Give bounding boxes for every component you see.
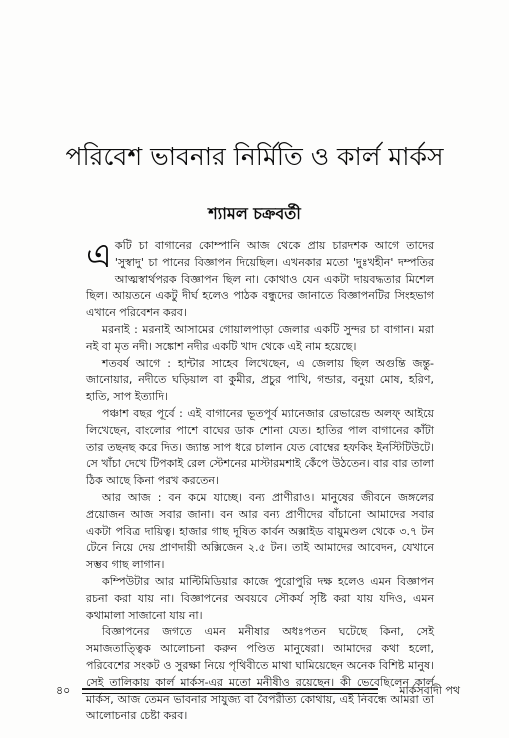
paragraph-intro	[86, 238, 434, 322]
page-footer	[56, 680, 460, 700]
paragraph-advertising-world: বিজ্ঞাপনের জগতে এমন মনীষার অধঃপতন ঘটেছে কিনা, সেই সমাজতাত্ত্বিক আলোচনা করুন পণ্ডিত মানুষেরা। আমাদের কথা হলো, পরিবেশের সংকট ও সুরক্ষা নিয়ে পৃথিবীতে মাথা ঘামিয়েছেন অনেক বিশিষ্ট মানুষ। সেই তালিকায় কার্ল মার্কস-এর মতো মনীষীও রয়েছেন। কী ভেবেছিলেন কার্ল মার্কস, আজ তেমন ভাবনার সাযুজ্য বা বৈপরীত্য কোথায়, এই নিবন্ধে আমরা তা আলোচনার চেষ্টা করব।	[86, 625, 434, 723]
drop-cap: এ	[86, 236, 112, 276]
paragraph-century-ago: শতবর্ষ আগে : হান্টার সাহেব লিখেছেন, এ জেলায় ছিল অগুন্তি জন্তু-জানোয়ার, নদীতে ঘড়িয়াল বা কুমীর, প্রচুর পাখি, গন্ডার, বনুয়া মোষ, হরিণ, হাতি, সাপ ইত্যাদি।	[86, 356, 434, 404]
article-author: শ্যামল চক্রবর্তী	[208, 204, 301, 223]
paragraph-mornai: মরনাই : মরনাই আসামের গোয়ালপাড়া জেলার একটি সুন্দর চা বাগান। মরা নই বা মৃত নদী। সঙ্কোশ নদীর একটি খাদ থেকে এই নাম হয়েছে।	[86, 322, 434, 353]
paragraph-fifty-years-ago: পঞ্চাশ বছর পূর্বে : এই বাগানের ভূতপূর্ব ম্যানেজার রেভারেন্ড অলফ্ আইয়ে লিখেছেন, বাংলোর পাশে বাঘের ডাক শোনা যেত। হাতির পাল বাগানের কাঁটা তার তছনছ করে দিত। জ্যান্ত সাপ ধরে চালান যেত বোম্বের হফকিং ইনস্টিটিউটে। সে খাঁচা দেখে টিপকাই রেল স্টেশনের মাস্টারমশাই কেঁপে উঠতেন। বার বার তালা ঠিক আছে কিনা পরখ করতেন।	[86, 406, 434, 488]
paragraph-intro-text: কটি চা বাগানের কোম্পানি আজ থেকে প্রায় চারদশক আগে তাদের 'সুস্বাদু' চা পানের বিজ্ঞাপন দিয়েছিল। এখনকার মতো 'দুঃখহীন' দম্পতির আত্মস্বার্থপরক বিজ্ঞাপন ছিল না। কোথাও যেন একটা দায়বদ্ধতার মিশেল ছিল। আয়তনে একটু দীর্ঘ হলেও পাঠক বন্ধুদের জানাতে বিজ্ঞাপনটির সিংহভাগ এখানে পরিবেশন করব।	[86, 239, 434, 320]
journal-name: মার্কসবাদী পথ	[399, 684, 460, 697]
paragraph-today: আর আজ : বন কমে যাচ্ছে। বন্য প্রাণীরাও। মানুষের জীবনে জঙ্গলের প্রয়োজন আজ সবার জানা। বন আর বন্য প্রাণীদের বাঁচানো আমাদের সবার একটা পবিত্র দায়িত্ব। হাজার গাছ দূষিত কার্বন অক্সাইড বায়ুমণ্ডল থেকে ৩.৭ টন টেনে নিয়ে দেয় প্রাণদায়ী অক্সিজেন ২.৫ টন। তাই আমাদের আবেদন, যেখানে সম্ভব গাছ লাগান।	[86, 490, 434, 572]
page-number: ৪০	[56, 684, 71, 697]
article-title: পরিবেশ ভাবনার নির্মিতি ও কার্ল মার্কস	[65, 142, 444, 171]
paragraph-computer: কম্পিউটার আর মাল্টিমিডিয়ার কাজে পুরোপুরি দক্ষ হলেও এমন বিজ্ঞাপন রচনা করা যায় না। বিজ্ঞাপনের অবয়বে সৌকর্য সৃষ্টি করা যায় যদিও, এমন কথামালা সাজানো যায় না।	[86, 574, 434, 622]
footer-rule	[82, 688, 378, 694]
